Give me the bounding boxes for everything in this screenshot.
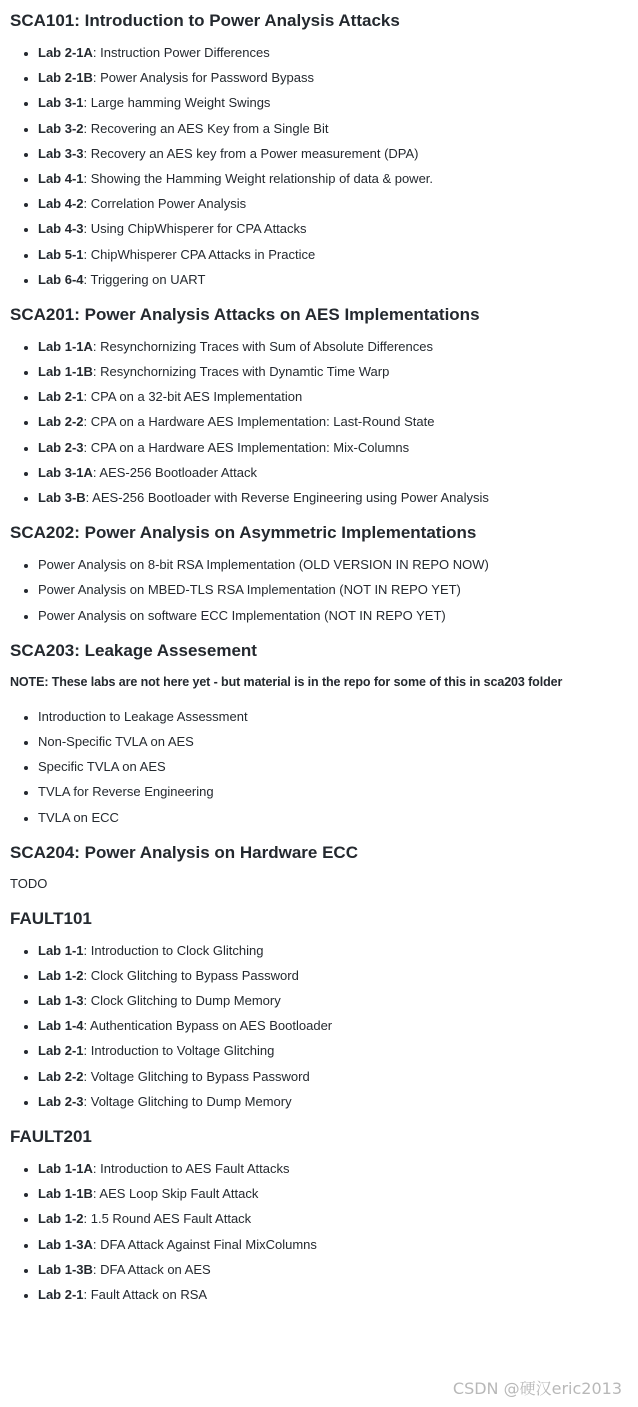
lab-id: Lab 1-1 (38, 942, 84, 958)
lab-id: Lab 3-3 (38, 145, 84, 161)
lab-description: : Triggering on UART (83, 271, 206, 287)
lab-id: Lab 3-B (38, 490, 86, 505)
lab-id: Lab 1-2 (38, 1211, 84, 1227)
lab-description: TVLA on ECC (38, 809, 119, 825)
list-item (38, 141, 628, 166)
lab-description: : Recovering an AES Key from a Single Bit (83, 120, 329, 136)
lab-description: : AES Loop Skip Fault Attack (92, 1186, 259, 1202)
lab-id: Lab 1-3 (38, 993, 84, 1009)
list-item (38, 754, 628, 779)
lab-id: Lab 2-1 (38, 1043, 84, 1059)
list-item (38, 216, 628, 241)
list-item (38, 552, 628, 577)
lab-description: : Clock Glitching to Bypass Password (83, 967, 299, 983)
lab-description: : Introduction to Voltage Glitching (83, 1043, 275, 1059)
lab-description: : Fault Attack on RSA (83, 1286, 208, 1302)
lab-list (10, 704, 628, 830)
lab-description: : AES-256 Bootloader Attack (92, 464, 257, 480)
list-item (38, 779, 628, 804)
list-item (38, 1257, 628, 1282)
section-title: FAULT101 (10, 908, 92, 928)
lab-id: Lab 1-3B (38, 1261, 93, 1277)
lab-id: Lab 6-4 (38, 271, 84, 287)
csdn-watermark: CSDN @硬汉eric2013 (452, 1379, 622, 1398)
lab-id: Lab 3-1 (38, 95, 84, 111)
lab-id: Lab 4-3 (38, 221, 84, 237)
lab-description: : Introduction to Clock Glitching (83, 942, 264, 958)
lab-description: : Showing the Hamming Weight relationship of data & power. (83, 170, 434, 186)
lab-id: Lab 2-1 (38, 1286, 84, 1302)
lab-description: Power Analysis on software ECC Implementation (NOT IN REPO YET) (38, 607, 446, 623)
lab-description: Specific TVLA on AES (38, 759, 166, 775)
list-item (38, 938, 628, 963)
list-item (38, 460, 628, 485)
lab-id: Lab 2-1B (38, 70, 93, 86)
lab-description: : CPA on a Hardware AES Implementation: Mix-Columns (83, 439, 410, 455)
lab-description: : Voltage Glitching to Dump Memory (83, 1093, 292, 1109)
lab-id: Lab 2-1A (38, 45, 93, 60)
lab-description: : Instruction Power Differences (92, 45, 270, 60)
list-item (38, 435, 628, 460)
lab-id: Lab 2-1 (38, 389, 84, 405)
lab-id: Lab 1-3A (38, 1236, 93, 1252)
section-title: SCA201: Power Analysis Attacks on AES Implementations (10, 304, 480, 324)
list-item (38, 729, 628, 754)
list-item (38, 116, 628, 141)
list-item (38, 704, 628, 729)
lab-description: : Resynchornizing Traces with Sum of Absolute Differences (92, 338, 433, 354)
lab-id: Lab 2-3 (38, 1093, 84, 1109)
section-title: SCA101: Introduction to Power Analysis Attacks (10, 11, 400, 30)
section-title: SCA204: Power Analysis on Hardware ECC (10, 842, 358, 862)
list-item (38, 191, 628, 216)
list-item (38, 384, 628, 409)
lab-description: : Voltage Glitching to Bypass Password (83, 1068, 310, 1084)
lab-id: Lab 1-1A (38, 1161, 93, 1176)
section-title: SCA203: Leakage Assesement (10, 640, 257, 660)
list-item (38, 409, 628, 434)
lab-description: : CPA on a Hardware AES Implementation: Last-Round State (83, 414, 435, 430)
list-item (38, 166, 628, 191)
lab-id: Lab 2-2 (38, 1068, 84, 1084)
lab-description: Power Analysis on 8-bit RSA Implementation (OLD VERSION IN REPO NOW) (38, 557, 489, 573)
section (10, 520, 628, 628)
lab-description: : CPA on a 32-bit AES Implementation (83, 389, 303, 405)
lab-description: : Using ChipWhisperer for CPA Attacks (83, 221, 307, 237)
lab-id: Lab 3-1A (38, 464, 93, 480)
section (10, 840, 628, 896)
lab-list (10, 40, 628, 292)
lab-description: : Large hamming Weight Swings (83, 95, 271, 111)
lab-id: Lab 4-2 (38, 196, 84, 212)
list-item (38, 242, 628, 267)
list-item (38, 1038, 628, 1063)
lab-description: : Authentication Bypass on AES Bootloader (83, 1018, 333, 1034)
section (10, 8, 628, 292)
lab-id: Lab 1-4 (38, 1018, 84, 1034)
list-item (38, 603, 628, 628)
list-item (38, 988, 628, 1013)
list-item (38, 1181, 628, 1206)
lab-description: : DFA Attack on AES (92, 1261, 211, 1277)
list-item (38, 1156, 628, 1181)
lab-description: : DFA Attack Against Final MixColumns (92, 1236, 317, 1252)
list-item (38, 1232, 628, 1257)
list-item (38, 485, 628, 510)
lab-description: Introduction to Leakage Assessment (38, 708, 248, 724)
list-item (38, 963, 628, 988)
list-item (38, 805, 628, 830)
lab-description: : Correlation Power Analysis (83, 196, 247, 212)
lab-list (10, 334, 628, 510)
lab-description: Power Analysis on MBED-TLS RSA Implementation (NOT IN REPO YET) (38, 582, 461, 598)
lab-id: Lab 1-1B (38, 364, 93, 380)
section (10, 1124, 628, 1307)
lab-id: Lab 5-1 (38, 246, 84, 262)
lab-list (10, 1156, 628, 1307)
lab-description: TVLA for Reverse Engineering (38, 784, 214, 800)
list-item (38, 359, 628, 384)
lab-id: Lab 2-3 (38, 439, 84, 455)
lab-id: Lab 1-2 (38, 967, 84, 983)
list-item (38, 577, 628, 602)
list-item (38, 334, 628, 359)
section-note: NOTE: These labs are not here yet - but material is in the repo for some of this in sca203 folder (10, 674, 563, 689)
section-paragraph: TODO (10, 875, 48, 891)
section (10, 906, 628, 1114)
lab-description: : Power Analysis for Password Bypass (92, 70, 314, 86)
lab-description: : Recovery an AES key from a Power measurement (DPA) (83, 145, 419, 161)
list-item (38, 1013, 628, 1038)
lab-list (10, 938, 628, 1114)
list-item (38, 1089, 628, 1114)
list-item (38, 267, 628, 292)
lab-description: : AES-256 Bootloader with Reverse Engineering using Power Analysis (85, 490, 489, 505)
lab-description: : ChipWhisperer CPA Attacks in Practice (83, 246, 316, 262)
list-item (38, 65, 628, 90)
list-item (38, 1064, 628, 1089)
lab-id: Lab 1-1B (38, 1186, 93, 1202)
section (10, 638, 628, 830)
lab-description: : Introduction to AES Fault Attacks (92, 1161, 290, 1176)
lab-id: Lab 1-1A (38, 338, 93, 354)
section (10, 302, 628, 510)
section-title: FAULT201 (10, 1127, 92, 1146)
lab-description: : 1.5 Round AES Fault Attack (83, 1211, 252, 1227)
lab-id: Lab 3-2 (38, 120, 84, 136)
lab-id: Lab 2-2 (38, 414, 84, 430)
list-item (38, 1282, 628, 1307)
list-item (38, 1206, 628, 1231)
list-item (38, 90, 628, 115)
lab-list (10, 552, 628, 628)
lab-description: : Clock Glitching to Dump Memory (83, 993, 281, 1009)
lab-description: Non-Specific TVLA on AES (38, 733, 194, 749)
lab-id: Lab 4-1 (38, 170, 84, 186)
lab-description: : Resynchornizing Traces with Dynamtic Time Warp (92, 364, 390, 380)
list-item (38, 40, 628, 65)
section-title: SCA202: Power Analysis on Asymmetric Implementations (10, 523, 477, 543)
